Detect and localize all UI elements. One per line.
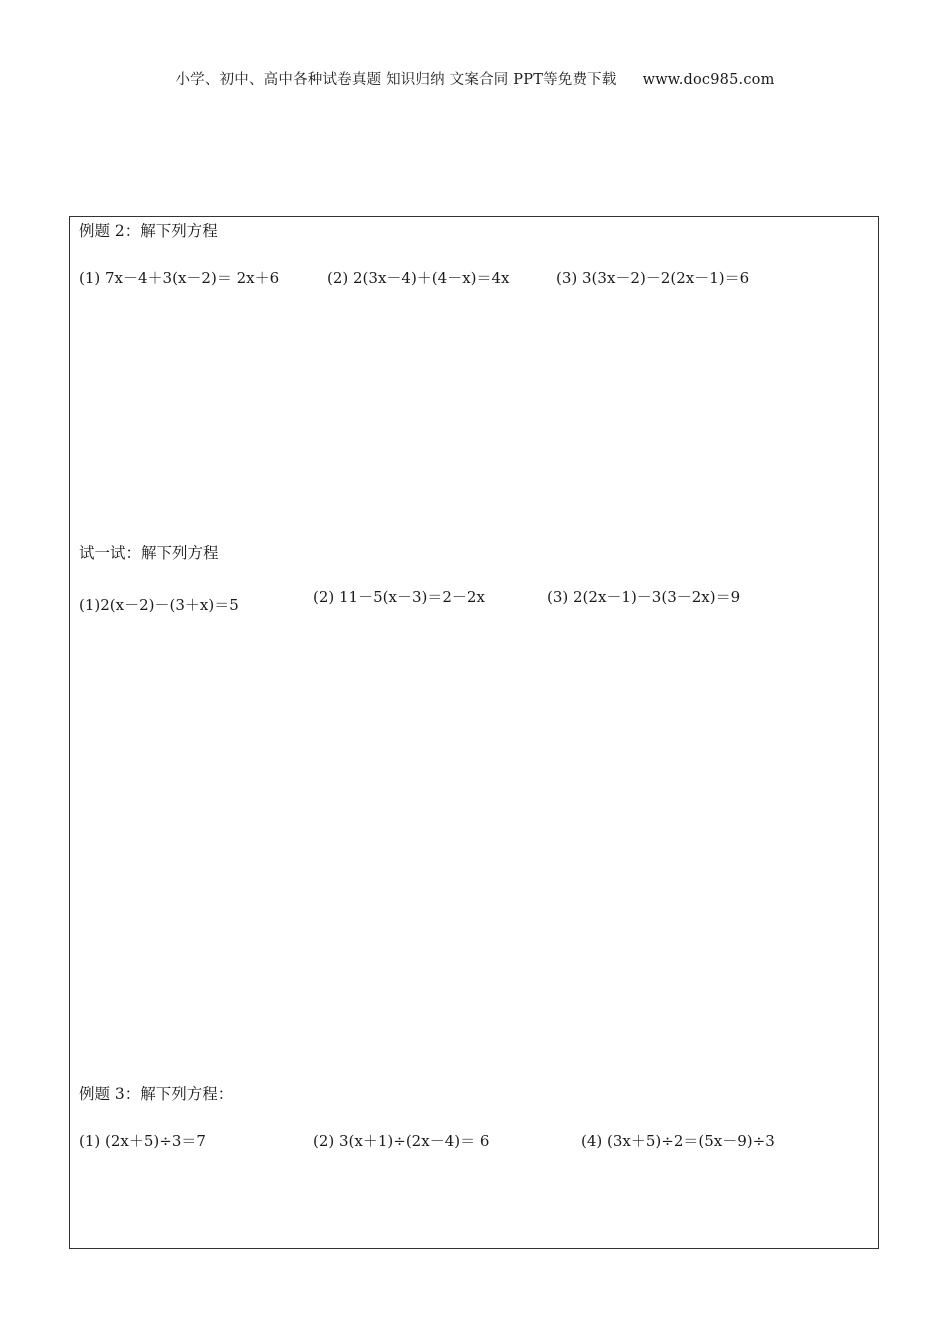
header-site: www.doc985.com <box>642 72 775 88</box>
equation-example3-1: (1) (2x＋5)÷3＝7 <box>79 1132 206 1150</box>
equation-example2-3: (3) 3(3x－2)－2(2x－1)＝6 <box>556 269 750 287</box>
equation-try-3: (3) 2(2x－1)－3(3－2x)＝9 <box>547 588 741 606</box>
equation-example3-4: (4) (3x＋5)÷2＝(5x－9)÷3 <box>581 1132 775 1150</box>
section-title-try: 试一试：解下列方程 <box>79 544 219 562</box>
equation-example2-2: (2) 2(3x－4)＋(4－x)＝4x <box>327 269 510 287</box>
equation-example2-1: (1) 7x－4＋3(x－2)＝ 2x＋6 <box>79 269 280 287</box>
section-title-example-2: 例题 2：解下列方程 <box>79 222 218 240</box>
equation-try-2: (2) 11－5(x－3)＝2－2x <box>313 588 485 606</box>
header-text: 小学、初中、高中各种试卷真题 知识归纳 文案合同 PPT等免费下载 <box>175 72 617 88</box>
equation-try-1: (1)2(x－2)－(3＋x)＝5 <box>79 596 239 614</box>
page-header <box>0 68 950 89</box>
section-title-example-3: 例题 3：解下列方程： <box>79 1085 234 1103</box>
equation-example3-2: (2) 3(x＋1)÷(2x－4)＝ 6 <box>313 1132 490 1150</box>
